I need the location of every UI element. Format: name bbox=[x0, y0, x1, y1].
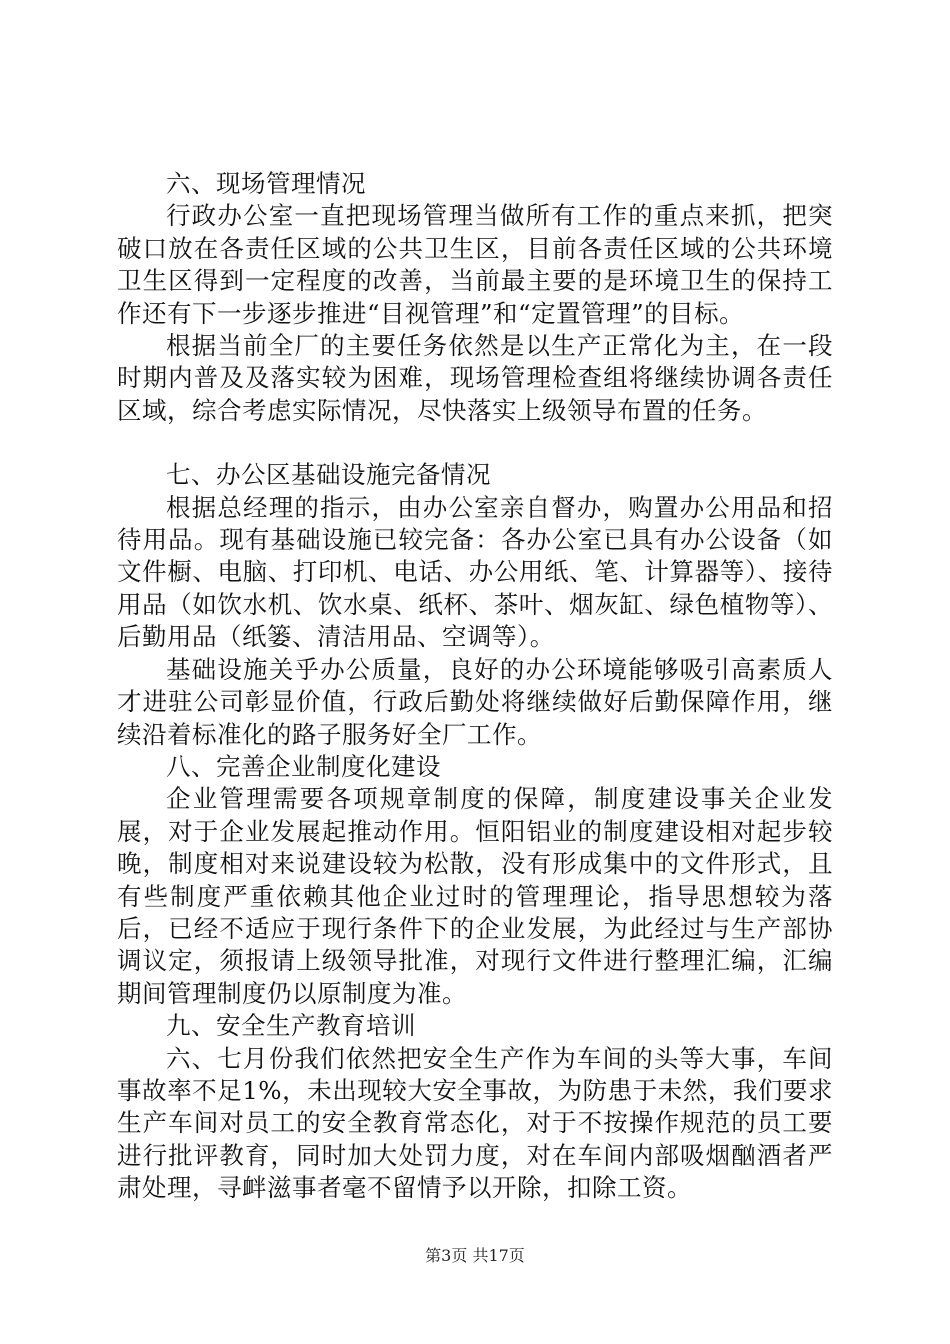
page-footer bbox=[0, 1243, 950, 1266]
section-7-paragraph-1: 根据总经理的指示，由办公室亲自督办，购置办公用品和招待用品。现有基础设施已较完备：各办公室已具有办公设备（如文件橱、电脑、打印机、电话、办公用纸、笔、计算器等）、接待用品（如饮水机、饮水桌、纸杯、茶叶、烟灰缸、绿色植物等）、后勤用品（纸篓、清洁用品、空调等）。 bbox=[117, 492, 833, 652]
section-heading-6: 六、现场管理情况 bbox=[166, 169, 366, 198]
section-heading-7: 七、办公区基础设施完备情况 bbox=[166, 460, 491, 490]
section-spacer bbox=[117, 427, 833, 459]
section-7-paragraph-2: 基础设施关乎办公质量，良好的办公环境能够吸引高素质人才进驻公司彰显价值，行政后勤处将继续做好后勤保障作用，继续沿着标准化的路子服务好全厂工作。 bbox=[117, 654, 833, 749]
section-8-paragraph-1: 企业管理需要各项规章制度的保障，制度建设事关企业发展，对于企业发展起推动作用。恒阳铝业的制度建设相对起步较晚，制度相对来说建设较为松散，没有形成集中的文件形式，且有些制度严重依赖其他企业过时的管理理论，指导思想较为落后，已经不适应于现行条件下的企业发展，为此经过与生产部协调议定，须报请上级领导批准，对现行文件进行整理汇编，汇编期间管理制度仍以原制度为准。 bbox=[117, 784, 833, 1008]
section-heading-9: 九、安全生产教育培训 bbox=[166, 1011, 416, 1041]
section-6-paragraph-2: 根据当前全厂的主要任务依然是以生产正常化为主，在一段时期内普及及落实较为困难，现场管理检查组将继续协调各责任区域，综合考虑实际情况，尽快落实上级领导布置的任务。 bbox=[117, 331, 833, 425]
section-heading-8: 八、完善企业制度化建设 bbox=[166, 751, 441, 781]
document-body bbox=[117, 168, 833, 1205]
section-9-paragraph-1: 六、七月份我们依然把安全生产作为车间的头等大事，车间事故率不足1%，未出现较大安全事故，为防患于未然，我们要求生产车间对员工的安全教育常态化，对于不按操作规范的员工要进行批评教育，同时加大处罚力度，对在车间内部吸烟酗酒者严肃处理，寻衅滋事者毫不留情予以开除，扣除工资。 bbox=[117, 1043, 833, 1203]
page-number: 第3页 共17页 bbox=[425, 1246, 525, 1265]
section-6-paragraph-1: 行政办公室一直把现场管理当做所有工作的重点来抓，把突破口放在各责任区域的公共卫生区，目前各责任区域的公共环境卫生区得到一定程度的改善，当前最主要的是环境卫生的保持工作还有下一步逐步推进“目视管理”和“定置管理”的目标。 bbox=[117, 201, 833, 328]
